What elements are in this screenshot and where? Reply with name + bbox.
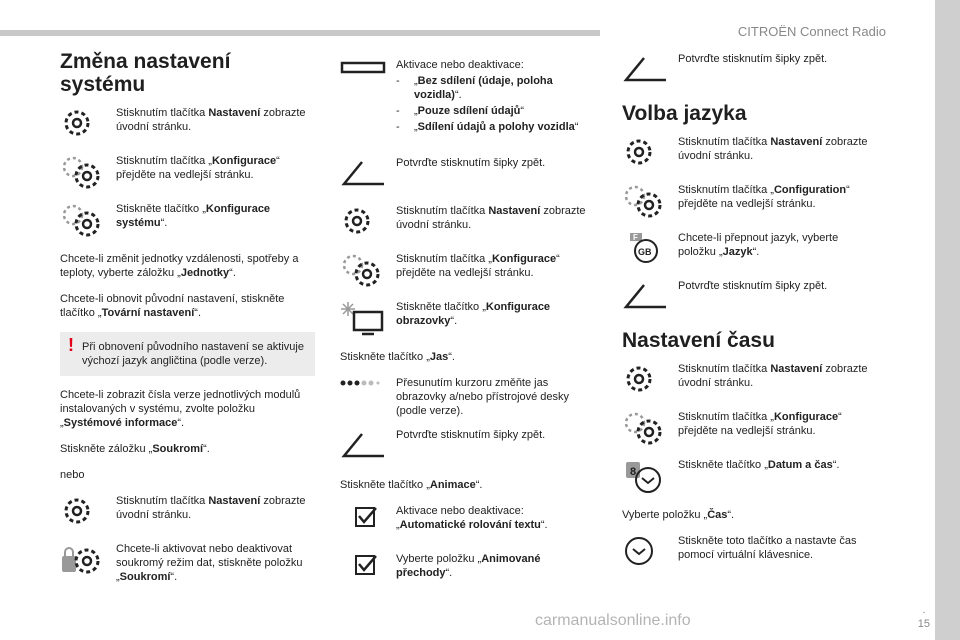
paragraph-system-info [60, 388, 315, 430]
option-item[interactable] [396, 120, 595, 134]
page-number-value: 15 [917, 618, 930, 630]
watermark: carmanualsonline.info [535, 612, 691, 629]
back-arrow-icon[interactable] [340, 428, 388, 466]
option-item[interactable] [396, 74, 595, 102]
paragraph-animation [340, 478, 595, 492]
double-gear-icon[interactable] [60, 202, 108, 240]
side-tab [935, 0, 960, 640]
step-text: Potvrďte stisknutím šipky zpět. [678, 53, 828, 65]
para-keyword: Jednotky [180, 267, 230, 279]
gear-icon[interactable] [622, 135, 670, 173]
step-slider [340, 376, 595, 418]
step-text: Stiskněte tlačítko „ [396, 301, 486, 313]
double-gear-icon[interactable] [622, 183, 670, 221]
step-text: “ přejděte na vedlejší stránku. [396, 253, 560, 279]
gear-icon[interactable] [340, 204, 388, 242]
column-language-time [622, 52, 877, 582]
step-text: zobrazte úvodní stránku. [678, 363, 868, 389]
flag-letter: GB [638, 247, 652, 257]
step-configuration [622, 410, 877, 448]
step-text: Vyberte položku „ [396, 553, 482, 565]
step-keyword: Konfigurace [211, 155, 277, 167]
opt-text: “. [454, 89, 462, 101]
step-text: “ přejděte na vedlejší stránku. [678, 411, 842, 437]
step-keyword: Konfigurace systému [116, 203, 271, 229]
step-keyword: Soukromí [119, 571, 171, 583]
step-keyword: Automatické rolování textu [399, 519, 541, 531]
para-keyword: Soukromí [152, 443, 204, 455]
step-text: Stisknutím tlačítka „ [678, 411, 774, 423]
step-text: Přesunutím kurzoru změňte jas obrazovky a/nebo přístrojové desky (podle verze). [396, 377, 570, 417]
step-settings [622, 135, 877, 173]
step-text: Potvrďte stisknutím šipky zpět. [678, 280, 828, 292]
calendar-digit: 8 [630, 466, 637, 478]
para-text: “. [177, 417, 185, 429]
minus-bar-icon[interactable] [340, 58, 388, 96]
step-keyword: Nastavení [770, 363, 823, 375]
step-keyword: Nastavení [488, 205, 541, 217]
column-display-settings [340, 58, 595, 600]
para-text: “. [203, 443, 210, 455]
calendar-clock-icon[interactable] [622, 458, 670, 496]
paragraph-privacy [60, 442, 315, 456]
para-text: Stiskněte tlačítko „ [340, 479, 430, 491]
para-keyword: Animace [429, 479, 476, 491]
step-text: Stiskněte toto tlačítko a nastavte čas pomocí virtuální klávesnice. [678, 535, 857, 561]
privacy-options [340, 58, 595, 136]
double-gear-icon[interactable] [622, 410, 670, 448]
step-configuration [60, 154, 315, 192]
step-system-config [60, 202, 315, 240]
opt-text: „ [414, 75, 418, 87]
step-keyword: Configuration [773, 184, 847, 196]
step-language [622, 231, 877, 269]
para-text: Chcete-li zobrazit čísla verze jednotlivých modulů instalovaných v systému, zvolte položku „ [60, 389, 301, 429]
step-text: “. [752, 246, 760, 258]
step-configuration [622, 183, 877, 221]
step-text: Chcete-li aktivovat nebo deaktivovat soukromý režim dat, stiskněte položku „ [116, 543, 303, 583]
step-keyword: Konfigurace [773, 411, 839, 423]
paragraph-or: nebo [60, 469, 85, 481]
step-settings [60, 106, 315, 144]
section-title-language: Volba jazyka [622, 102, 747, 125]
step-settings [60, 494, 315, 532]
step-checkbox [340, 504, 595, 542]
paragraph-factory [60, 292, 315, 320]
step-text: Stiskněte tlačítko „ [678, 459, 768, 471]
para-text: Vyberte položku „ [622, 509, 708, 521]
para-text: Stiskněte záložku „ [60, 443, 153, 455]
step-text: Aktivace nebo deaktivace: „ [396, 505, 524, 531]
para-text: Stiskněte tlačítko „ [340, 351, 430, 363]
step-text: zobrazte úvodní stránku. [116, 495, 306, 521]
para-keyword: Tovární nastavení [101, 307, 195, 319]
step-text: “. [450, 315, 458, 327]
slider-dots-icon[interactable] [340, 376, 388, 414]
step-back [622, 279, 877, 317]
back-arrow-icon[interactable] [622, 279, 670, 317]
paragraph-brightness [340, 350, 595, 364]
language-flag-icon[interactable] [622, 231, 670, 269]
para-text: “. [194, 307, 202, 319]
step-keyword: Konfigurace [491, 253, 557, 265]
step-text: Stisknutím tlačítka [116, 107, 209, 119]
para-text: “. [727, 509, 735, 521]
para-keyword: Jas [429, 351, 449, 363]
step-privacy [60, 542, 315, 584]
step-text: zobrazte úvodní stránku. [116, 107, 306, 133]
back-arrow-icon[interactable] [622, 52, 670, 90]
gear-icon[interactable] [60, 106, 108, 144]
opt-text: “ [574, 121, 579, 133]
page-number [918, 604, 930, 630]
step-text: Stisknutím tlačítka „ [116, 155, 212, 167]
step-text: “ přejděte na vedlejší stránku. [116, 155, 280, 181]
para-text: “. [448, 351, 455, 363]
step-text: Stisknutím tlačítka „ [678, 184, 774, 196]
opt-keyword: Bez sdílení (údaje, poloha vozidla) [414, 75, 553, 101]
step-text: Potvrďte stisknutím šipky zpět. [396, 157, 546, 169]
para-text: Chcete-li změnit jednotky vzdálenosti, spotřeby a teploty, vyberte záložku „ [60, 253, 299, 279]
step-keyword: Konfigurace obrazovky [396, 301, 551, 327]
step-back [622, 52, 877, 90]
checkbox-icon[interactable] [340, 504, 388, 542]
step-text: “. [160, 217, 168, 229]
step-set-time [622, 534, 877, 572]
page-dots: . [922, 604, 926, 616]
opt-text: „ [414, 121, 418, 133]
section-title-system [60, 50, 315, 96]
warning-note [60, 332, 315, 376]
paragraph-units [60, 252, 315, 280]
double-gear-icon[interactable] [60, 154, 108, 192]
step-keyword: Nastavení [208, 107, 261, 119]
para-keyword: Systémové informace [63, 417, 178, 429]
option-intro: Aktivace nebo deaktivace: [396, 59, 524, 71]
header-title: CITROËN Connect Radio [737, 24, 886, 39]
step-back [340, 428, 595, 466]
step-date-time [622, 458, 877, 496]
step-keyword: Animované přechody [396, 553, 541, 579]
step-text: Stisknutím tlačítka [116, 495, 209, 507]
step-settings [622, 362, 877, 400]
checkbox-icon[interactable] [340, 552, 388, 590]
header-bar [0, 30, 600, 36]
step-keyword: Nastavení [208, 495, 261, 507]
back-arrow-icon[interactable] [340, 156, 388, 194]
step-text: “. [832, 459, 840, 471]
step-text: Chcete-li přepnout jazyk, vyberte položku „ [678, 232, 839, 258]
step-keyword: Jazyk [722, 246, 753, 258]
option-item[interactable] [396, 104, 595, 118]
step-text: Stisknutím tlačítka [678, 363, 771, 375]
section-title-line: Změna nastavení [60, 50, 231, 73]
opt-text: “ [520, 105, 525, 117]
step-text: Stisknutím tlačítka „ [396, 253, 492, 265]
step-text: Stisknutím tlačítka [396, 205, 489, 217]
step-text: “. [445, 567, 453, 579]
step-text: Potvrďte stisknutím šipky zpět. [396, 429, 546, 441]
step-keyword: Nastavení [770, 136, 823, 148]
opt-text: „ [414, 105, 418, 117]
step-checkbox [340, 552, 595, 590]
opt-keyword: Sdílení údajů a polohy vozidla [417, 121, 575, 133]
clock-icon[interactable] [622, 534, 670, 572]
step-text: Stiskněte tlačítko „ [116, 203, 206, 215]
warning-icon: ! [68, 335, 74, 355]
option-list [396, 74, 595, 134]
step-text: “. [540, 519, 548, 531]
step-text: zobrazte úvodní stránku. [678, 136, 868, 162]
para-text: “. [475, 479, 483, 491]
step-text: “. [170, 571, 178, 583]
step-configuration [340, 252, 595, 290]
step-keyword: Datum a čas [767, 459, 833, 471]
step-settings [340, 204, 595, 242]
step-text: zobrazte úvodní stránku. [396, 205, 586, 231]
step-back [340, 156, 595, 194]
para-keyword: Čas [707, 509, 728, 521]
flag-letter: F [633, 233, 638, 242]
para-text: Chcete-li obnovit původní nastavení, stiskněte tlačítko „ [60, 293, 285, 319]
para-text: “. [229, 267, 236, 279]
screen-brightness-icon[interactable] [340, 300, 388, 338]
section-title-line: systému [60, 73, 146, 96]
gear-icon[interactable] [60, 494, 108, 532]
privacy-lock-icon[interactable] [60, 542, 108, 580]
gear-icon[interactable] [622, 362, 670, 400]
step-text: Stisknutím tlačítka [678, 136, 771, 148]
section-title-time: Nastavení času [622, 329, 775, 352]
step-text: “ přejděte na vedlejší stránku. [678, 184, 850, 210]
step-screen-config [340, 300, 595, 338]
double-gear-icon[interactable] [340, 252, 388, 290]
paragraph-time [622, 508, 877, 522]
column-system-settings [60, 50, 315, 594]
note-text: Při obnovení původního nastavení se aktivuje výchozí jazyk angličtina (podle verze). [82, 341, 304, 367]
opt-keyword: Pouze sdílení údajů [417, 105, 521, 117]
